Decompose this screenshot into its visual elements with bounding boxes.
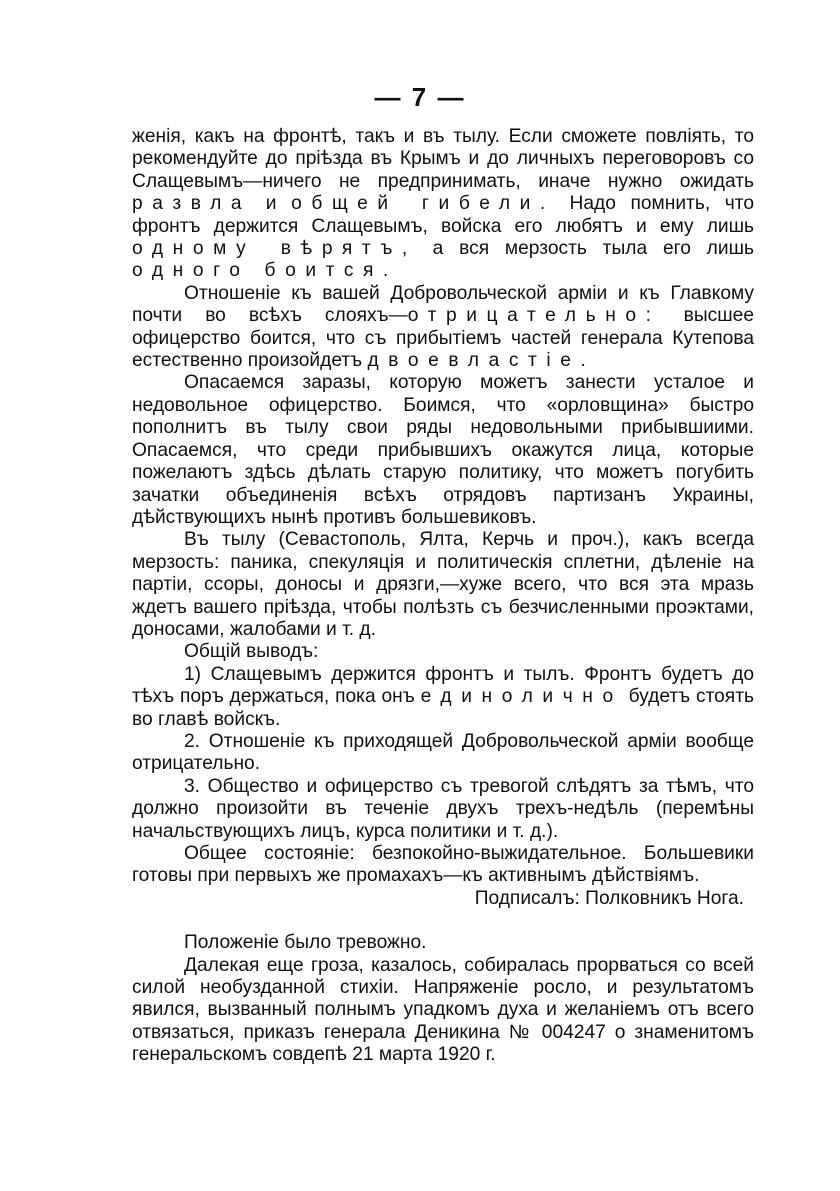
paragraph-attitude [132,283,754,373]
paragraph-rear: Въ тылу (Севастополь, Ялта, Керчь и проч.), какъ всегда мерзость: паника, спекуляція и политическія сплетни, дѣленіе на партіи, ссоры, доносы и дрязги,—хуже всего, что вся эта мразь ждетъ вашего пріѣзда, чтобы полѣзть съ безчисленными проэктами, доносами, жалобами и т. д. [132,529,754,640]
paragraph-fears: Опасаемся заразы, которую можетъ занести усталое и недовольное офицерство. Боимся, что «орловщина» быстро пополнитъ въ тылу свои ряды недовольными прибывшиими. Опасаемся, что среди прибывшихъ окажутся лица, которые пожелаютъ здѣсь дѣлать старую политику, что можетъ погубить зачатки объединенія всѣхъ отрядовъ партизанъ Украины, дѣйствующихъ нынѣ противъ большевиковъ. [132,372,754,528]
signature: Подписалъ: Полковникъ Нога. [474,887,744,909]
paragraph-point-2: 2. Отношеніе къ приходящей Добровольческой арміи вообще отрицательно. [132,730,754,775]
text-run: а вся мерзость тыла его лишь [416,238,754,260]
paragraph-point-3: 3. Общество и офицерство съ тревогой слѣдятъ за тѣмъ, что должно произойти въ теченіе двухъ трехъ-недѣль (перемѣны начальствующихъ лицъ, курса политики и т. д.). [132,775,754,842]
text-run: будетъ стоять во главѣ войскъ. [132,686,754,730]
text-run: и [251,193,292,215]
paragraph-order: Далекая еще гроза, казалось, собиралась прорваться со всей силой необузданной стихіи. Напряженіе росло, и результатомъ явился, вызванный полнымъ упадкомъ духа и желаніемъ отъ всего отвязаться, приказъ генерала Деникина № 004247 о знаменитомъ генеральскомъ совдепѣ 21 марта 1920 г. [132,954,754,1066]
spacer [132,910,754,932]
spaced-text: общей гибели. [291,193,555,215]
paragraph-conclusion-heading: Общій выводъ: [184,641,319,663]
text-run: высшее офицерство боится, что съ прибытіемъ частей генерала Кутепова естественно произойдетъ [132,305,754,372]
spaced-text: отрицательно: [407,305,661,327]
spaced-text: одному вѣрятъ, [132,238,417,260]
text-run: Надо помнить, что фронтъ держится Слащевымъ, войска его любятъ и ему лишь [132,193,754,237]
spaced-text: одного боится. [132,260,398,282]
text-run: женія, какъ на фронтѣ, такъ и въ тылу. Если сможете повліять, то рекомендуйте до пріѣзда въ Крымъ и до личныхъ переговоровъ со Слащевымъ—ничего не предпринимать, иначе нужно ожидать [132,126,754,192]
spaced-text: двоевластіе. [367,350,596,372]
text-run: Отношеніе къ вашей Добровольческой арміи и къ Главкому почти во всѣхъ слояхъ— [132,282,754,327]
paragraph-point-1 [132,664,754,731]
paragraph-continuation [132,126,754,283]
body-text [132,126,754,1067]
text-run: 1) Слащевымъ держится фронтъ и тылъ. Фронтъ будетъ до тѣхъ поръ держаться, пока онъ [132,663,754,708]
paragraph-situation: Положеніе было тревожно. [184,932,427,954]
paragraph-general-state: Общее состояніе: безпокойно-выжидательное. Большевики готовы при первыхъ же промахахъ—къ активнымъ дѣйствіямъ. [132,843,754,887]
page-number: — 7 — [374,82,466,112]
spaced-text: единолично [420,686,623,708]
spaced-text: развла [132,193,252,215]
